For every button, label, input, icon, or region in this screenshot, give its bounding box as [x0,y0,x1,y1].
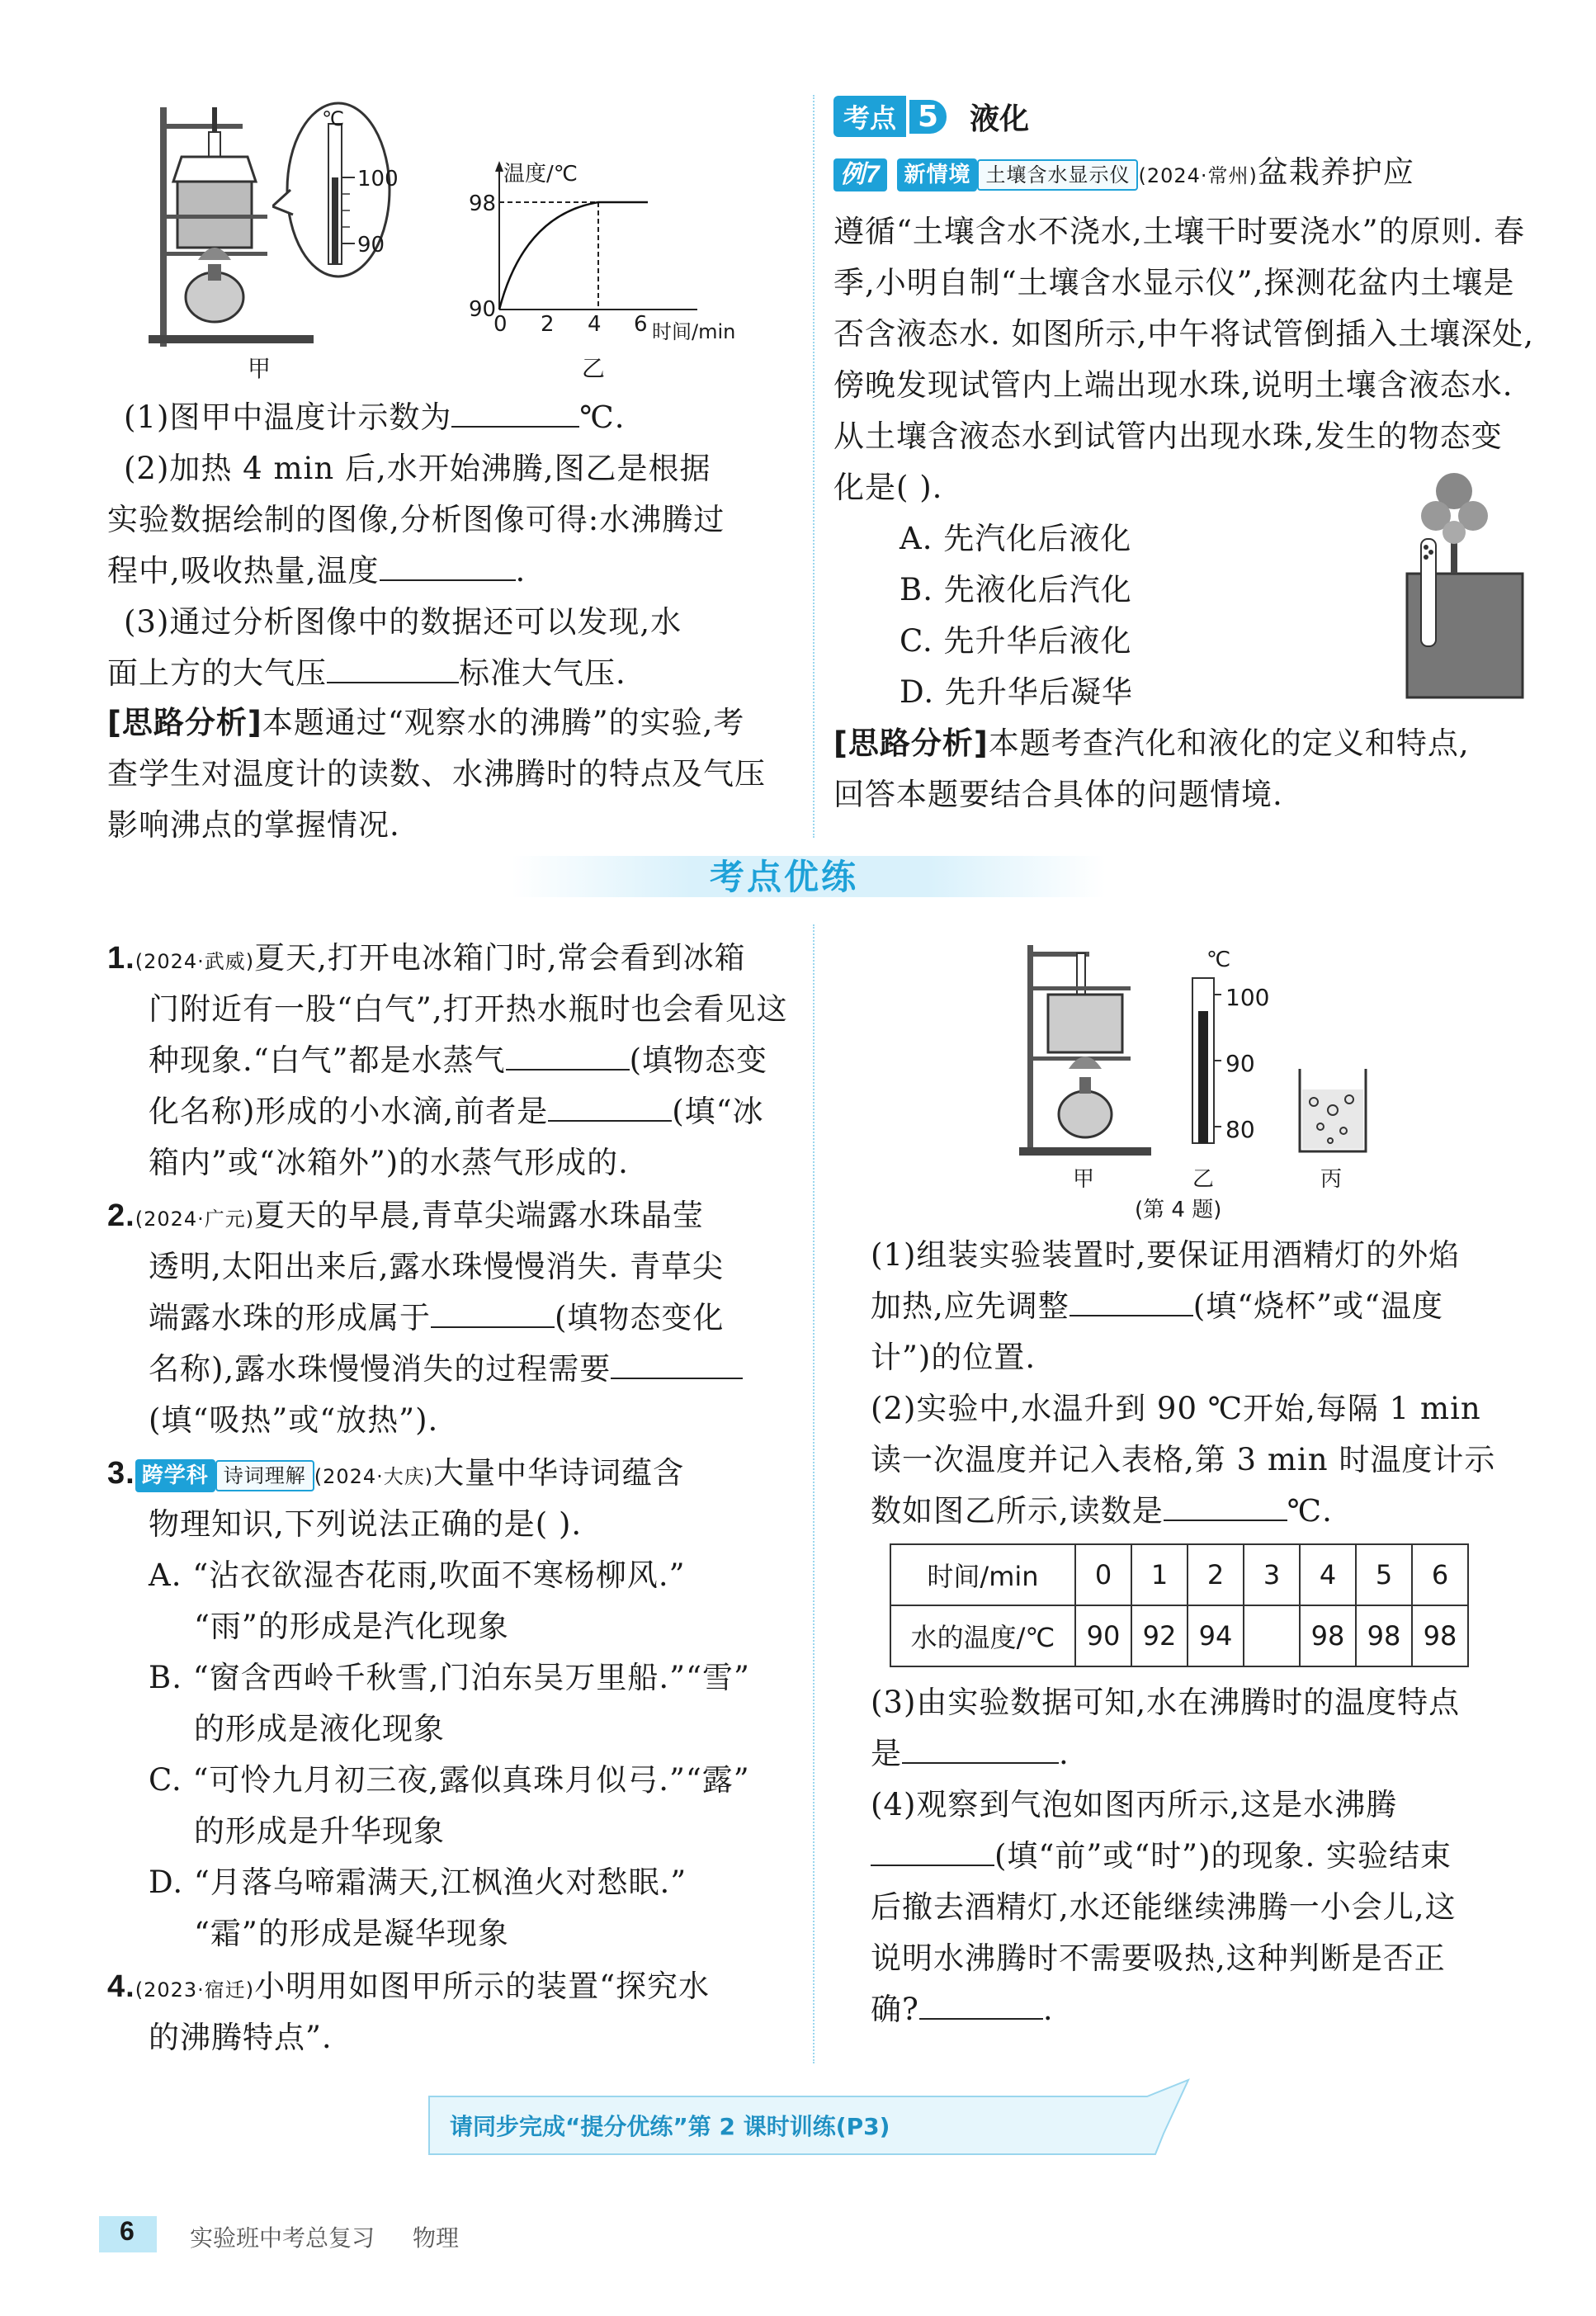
graph-x0: 0 [493,312,508,337]
answer-blank[interactable] [919,1985,1043,2020]
example7-l5: 傍晚发现试管内上端出现水珠,说明土壤含液态水. [833,367,1513,403]
top-q1: (1)图甲中温度计示数为 ℃. [124,392,626,443]
fig-jia-label: 甲 [248,355,272,382]
example7-option-c[interactable]: C. 先升华后液化 [900,623,1132,659]
top-analysis-l2: 查学生对温度计的读数、水沸腾时的特点及气压 [107,756,766,792]
table-cell: 98 [1356,1605,1412,1666]
graph-xlabel: 时间/min [652,320,736,343]
table-cell: 4 [1300,1544,1356,1605]
table-cell: 0 [1075,1544,1131,1605]
graph-x6: 6 [634,312,648,337]
table-row-time [890,1544,1468,1605]
top-q2-l2: 实验数据绘制的图像,分析图像可得:水沸腾过 [107,502,725,537]
top-q2-l3: 程中,吸收热量,温度 . [107,546,526,597]
kd5-analysis-l2: 回答本题要结合具体的问题情境. [833,777,1283,812]
example7-option-d[interactable]: D. 先升华后凝华 [900,674,1133,710]
q4-p2-l2: 读一次温度并记入表格,第 3 min 时温度计示 [871,1442,1496,1477]
table-cell: 94 [1188,1605,1244,1666]
top-q2-l1: (2)加热 4 min 后,水开始沸腾,图乙是根据 [124,451,711,486]
q2-l3: 端露水珠的形成属于 (填物态变化 [149,1293,724,1344]
q2-l5: (填“吸热”或“放热”). [149,1402,439,1438]
example7-l2: 遵循“土壤含水不浇水,土壤干时要浇水”的原则. 春 [833,214,1526,249]
q3-option-a2: “雨”的形成是汽化现象 [194,1609,509,1644]
example-source: (2024·常州) [1138,164,1258,187]
answer-blank[interactable] [1164,1486,1287,1521]
top-q3-l2: 面上方的大气压 标准大气压. [107,648,626,699]
example-label: 例7 [833,158,887,191]
table-header-temp: 水的温度/℃ [890,1605,1075,1666]
answer-blank[interactable] [548,1087,672,1122]
graph-ylabel: 温度/℃ [503,162,578,187]
q2-l2: 透明,太阳出来后,露水珠慢慢消失. 青草尖 [149,1249,725,1284]
q3-option-b1[interactable]: B. “窗含西岭千秋雪,门泊东吴万里船.”“雪” [149,1660,750,1695]
q4-p1-l1: (1)组装实验装置时,要保证用酒精灯的外焰 [871,1237,1461,1273]
q4-p4-l5: 确? . [871,1984,1054,2035]
table-header-time: 时间/min [890,1544,1075,1605]
q4-p1-l3: 计”)的位置. [871,1340,1036,1375]
q4-figure-jia [1019,937,1168,1160]
q4-p3-l1: (3)由实验数据可知,水在沸腾时的温度特点 [871,1685,1461,1720]
table-cell-blank[interactable] [1244,1605,1300,1666]
example7-l1: 例7 新情境 土壤含水显示仪 (2024·常州)盆栽养护应 [833,147,1414,201]
q4-l2: 的沸腾特点”. [149,2020,333,2055]
q3-option-d1[interactable]: D. “月落乌啼霜满天,江枫渔火对愁眠.” [149,1865,687,1900]
column-divider-bottom [813,924,815,2063]
q4-number: 4. [107,1969,135,2004]
table-cell: 5 [1356,1544,1412,1605]
q1-number: 1. [107,941,135,976]
q4-p2-l1: (2)实验中,水温升到 90 ℃开始,每隔 1 min [871,1391,1481,1426]
answer-blank[interactable] [611,1345,743,1379]
page-number: 6 [120,2216,135,2246]
answer-blank[interactable] [902,1729,1059,1764]
q1-l2: 门附近有一股“白气”,打开热水瓶时也会看见这 [149,991,788,1027]
q4-fig-90: 90 [1225,1050,1255,1077]
tag-new-scene: 新情境 [897,158,977,191]
q4-p4-l3: 后撤去酒精灯,水还能继续沸腾一小会儿,这 [871,1889,1457,1925]
q1-source: (2024·武威) [135,950,255,973]
example7-l3: 季,小明自制“土壤含水显示仪”,探测花盆内土壤是 [833,265,1515,300]
q4-fig-100: 100 [1225,984,1270,1011]
example7-l6: 从土壤含液态水到试管内出现水珠,发生的物态变 [833,418,1503,454]
analysis-label: [思路分析] [833,726,989,761]
q3-option-c1[interactable]: C. “可怜九月初三夜,露似真珠月似弓.”“露” [149,1762,750,1798]
q4-fig-80: 80 [1225,1116,1255,1143]
q2-l1: 2.(2024·广元)夏天的早晨,青草尖端露水珠晶莹 [107,1198,704,1233]
q3-number: 3. [107,1456,135,1491]
section-title: 考点优练 [710,857,859,897]
q3-option-a1[interactable]: A. “沾衣欲湿杏花雨,吹面不寒杨柳风.” [149,1557,686,1593]
q1-l1: 1.(2024·武威)夏天,打开电冰箱门时,常会看到冰箱 [107,940,746,976]
tag-soil-device: 土壤含水显示仪 [977,159,1138,191]
answer-blank[interactable] [1070,1282,1193,1316]
top-analysis-l1: [思路分析]本题通过“观察水的沸腾”的实验,考 [107,705,745,740]
answer-blank[interactable] [431,1293,555,1328]
fig-yi-label: 乙 [582,355,606,382]
graph-x4: 4 [588,312,602,337]
answer-blank[interactable] [327,649,459,683]
kaodian-label: 考点 [833,96,906,137]
q3-l2: 物理知识,下列说法正确的是( ). [149,1506,583,1542]
q3-source: (2024·大庆) [314,1465,434,1488]
q1-l5: 箱内”或“冰箱外”)的水蒸气形成的. [149,1145,629,1180]
q4-p4-l2: (填“前”或“时”)的现象. 实验结束 [871,1831,1452,1882]
kaodian-num: 5 [909,100,947,134]
top-analysis-l3: 影响沸点的掌握情况. [107,807,400,843]
q3-option-b2: 的形成是液化现象 [194,1711,445,1746]
tag-poetry: 诗词理解 [215,1460,314,1491]
footer-subject: 物理 [413,2224,460,2252]
example7-option-b[interactable]: B. 先液化后汽化 [900,572,1132,607]
q4-fig-bing-label: 丙 [1320,1167,1343,1192]
q4-fig-caption: (第 4 题) [1135,1198,1222,1222]
q2-l4: 名称),露水珠慢慢消失的过程需要 [149,1344,743,1395]
table-cell: 90 [1075,1605,1131,1666]
q3-option-c2: 的形成是升华现象 [194,1813,445,1849]
graph-90: 90 [469,297,497,322]
analysis-label: [思路分析] [107,705,262,740]
example7-l7: 化是( ). [833,470,943,505]
q4-p4-l4: 说明水沸腾时不需要吸热,这种判断是否正 [871,1940,1446,1976]
q1-l3: 种现象.“白气”都是水蒸气 (填物态变 [149,1035,767,1086]
tag-cross-subject: 跨学科 [135,1459,215,1492]
q3-option-d2: “霜”的形成是凝华现象 [194,1916,509,1951]
graph-98: 98 [469,191,497,216]
soil-pot-figure [1403,466,1527,702]
answer-blank[interactable] [871,1832,994,1866]
thermo-unit: ℃ [322,107,344,130]
table-cell: 98 [1412,1605,1468,1666]
q4-l1: 4.(2023·宿迁)小明用如图甲所示的装置“探究水 [107,1969,711,2004]
footer-banner-text[interactable]: 请同步完成“提分优练”第 2 课时训练(P3) [450,2113,890,2140]
example7-l4: 否含液态水. 如图所示,中午将试管倒插入土壤深处, [833,316,1535,352]
footer-book-title: 实验班中考总复习 [190,2224,375,2252]
q4-p3-l2: 是 . [871,1728,1070,1780]
thermo-100: 100 [357,167,399,191]
q2-number: 2. [107,1198,135,1233]
table-cell: 6 [1412,1544,1468,1605]
table-cell: 1 [1131,1544,1188,1605]
table-row-temp [890,1605,1468,1666]
column-divider-top [813,95,815,838]
q4-fig-jia-label: 甲 [1073,1167,1095,1192]
q4-p4-l1: (4)观察到气泡如图丙所示,这是水沸腾 [871,1787,1398,1822]
q4-p2-l3: 数如图乙所示,读数是 ℃. [871,1486,1333,1537]
kaodian-badge [833,95,1029,138]
table-cell: 3 [1244,1544,1300,1605]
q2-source: (2024·广元) [135,1208,255,1231]
kd5-analysis-l1: [思路分析]本题考查汽化和液化的定义和特点, [833,726,1470,761]
answer-blank[interactable] [380,546,516,581]
answer-blank[interactable] [451,393,579,428]
q4-fig-yi-label: 乙 [1192,1167,1215,1192]
graph-x2: 2 [541,312,555,337]
table-cell: 2 [1188,1544,1244,1605]
example7-option-a[interactable]: A. 先汽化后液化 [900,521,1132,556]
q4-source: (2023·宿迁) [135,1978,255,2002]
q4-fig-unit: ℃ [1206,948,1231,972]
thermo-90: 90 [357,233,385,258]
answer-blank[interactable] [506,1036,630,1071]
table-cell: 92 [1131,1605,1188,1666]
temperature-table [890,1543,1469,1667]
q4-figure-yi-thermometer [1188,970,1221,1151]
q1-l4: 化名称)形成的小水滴,前者是 (填“冰 [149,1086,764,1137]
top-q3-l1: (3)通过分析图像中的数据还可以发现,水 [124,604,682,640]
q3-l1: 3. 跨学科 诗词理解 (2024·大庆)大量中华诗词蕴含 [107,1455,685,1491]
table-cell: 98 [1300,1605,1356,1666]
q4-figure-bing-beaker [1296,1065,1370,1156]
q4-p1-l2: 加热,应先调整 (填“烧杯”或“温度 [871,1281,1443,1332]
kaodian-title: 液化 [970,102,1030,136]
